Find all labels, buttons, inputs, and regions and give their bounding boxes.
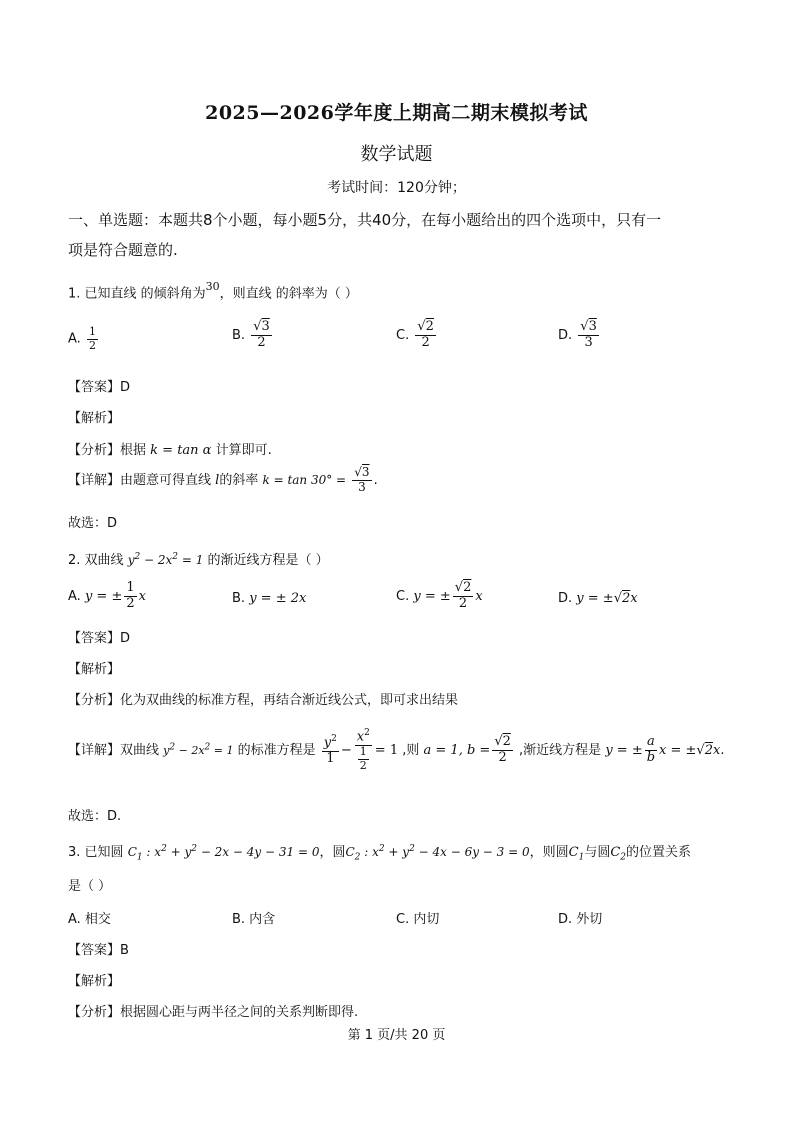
q3-answer: 【答案】B <box>68 943 129 958</box>
q1-option-a: A. $\frac{1}{2}$ <box>68 325 96 352</box>
q1-stem: 1. 已知直线 的倾斜角为$^{30}$，则直线 的斜率为（ ） <box>68 280 358 302</box>
q3-option-c: C. 内切 <box>396 912 440 927</box>
q2-conclusion: 故选：D. <box>68 809 122 824</box>
section-heading-line1: 一、单选题：本题共8个小题，每小题5分，共40分，在每小题给出的四个选项中，只有一 <box>68 211 662 229</box>
exam-subject: 数学试题 <box>360 144 433 165</box>
q1-detail: 【详解】由题意可得直线 l的斜率 k = tan 30° = $\frac{√3}{3}$ . <box>68 465 378 494</box>
q1-option-b: B. $\frac{√3}{2}$ <box>232 319 270 350</box>
q3-option-a: A. 相交 <box>68 912 111 927</box>
q2-option-d: D. y = ±√2x <box>558 591 638 606</box>
q3-analysis-label: 【解析】 <box>68 974 121 989</box>
q1-fenxi: 【分析】根据 k = tan α 计算即可. <box>68 443 272 458</box>
q3-option-d: D. 外切 <box>558 912 603 927</box>
q3-stem: 3. 已知圆 $C_1$ : $x^2 + y^2 - 2x - 4y - 31 = 0$，圆$C_2$ : $x^2 + y^2 - 4x - 6y - 3 = 0$，则圆$C_1$与圆$C_2$的位置关系 <box>68 844 692 863</box>
q3-option-b: B. 内含 <box>232 912 276 927</box>
q2-option-a: A. y = ± $\frac{1}{2}$ x <box>68 580 146 611</box>
page-footer: 第 1 页/共 20 页 <box>347 1028 446 1043</box>
q1-analysis-label: 【解析】 <box>68 411 121 426</box>
q1-option-c: C. $\frac{√2}{2}$ <box>396 319 434 350</box>
q3-stem-line2: 是（ ） <box>68 879 112 894</box>
q1-answer: 【答案】D <box>68 380 131 395</box>
exam-title: 2025—2026学年度上期高二期末模拟考试 <box>205 102 588 124</box>
q1-conclusion: 故选：D <box>68 516 118 531</box>
q2-option-c: C. y = ± $\frac{√2}{2}$ x <box>396 580 483 611</box>
exam-time: 考试时间：120分钟； <box>327 180 466 196</box>
q2-fenxi: 【分析】化为双曲线的标准方程，再结合渐近线公式，即可求出结果 <box>68 693 459 708</box>
q2-analysis-label: 【解析】 <box>68 662 121 677</box>
q1-option-d: D. $\frac{√3}{3}$ <box>558 319 597 350</box>
q2-detail: 【详解】双曲线 $y^2 - 2x^2 = 1$ 的标准方程是 $\frac{y^2}{1}$ − $\frac{x^2}{\frac{1}{2}}$ = 1 ,则 a = 1, b = $\frac{√2}{2}$ ,渐近线方程是 y = ± $\frac{a}{b}$ x = ±√2x. <box>68 728 725 772</box>
section-heading-line2: 项是符合题意的. <box>68 241 178 259</box>
q2-stem: 2. 双曲线 $y^2 - 2x^2 = 1$ 的渐近线方程是（ ） <box>68 552 329 568</box>
q3-fenxi: 【分析】根据圆心距与两半径之间的关系判断即得. <box>68 1005 359 1020</box>
q2-answer: 【答案】D <box>68 631 131 646</box>
q2-option-b: B. y = ± 2x <box>232 591 307 606</box>
